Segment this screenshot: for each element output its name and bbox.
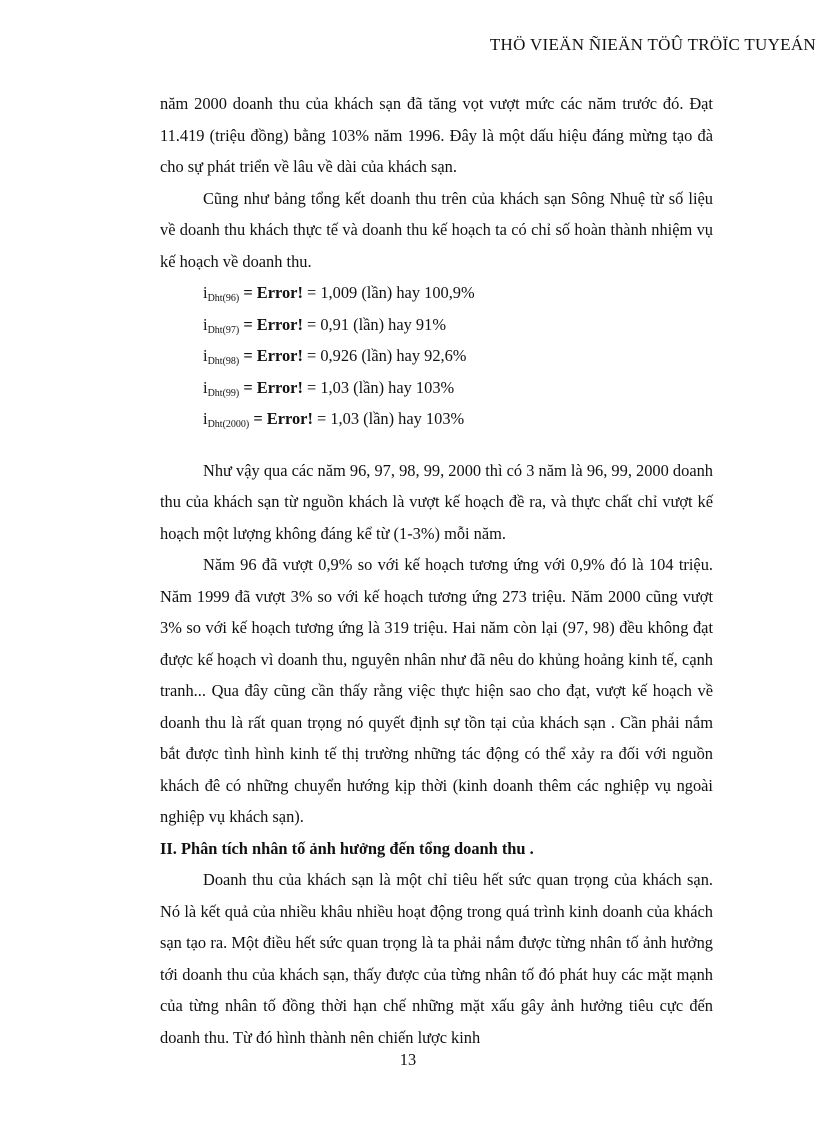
formula-subscript: Dht(96) — [207, 293, 240, 304]
formula-symbol: i — [203, 377, 208, 397]
formula-subscript: Dht(98) — [207, 356, 240, 367]
formula-separator: = — [239, 283, 257, 302]
formula-dht-98 — [160, 340, 713, 372]
formula-separator: = — [239, 314, 257, 334]
page-body — [160, 88, 713, 1053]
formula-error: Error! — [256, 346, 303, 365]
formula-separator: = — [249, 409, 267, 428]
paragraph-revenue-growth: năm 2000 doanh thu của khách sạn đã tăng vọt vượt mức các năm trước đó. Đạt 11.419 (triệu đồng) bằng 103% năm 1996. Đây là một dấu hiệu đáng mừng tạo đà cho sự phát triển về lâu về dài của khách sạn. — [160, 94, 713, 176]
formula-error: Error! — [256, 377, 303, 397]
section-heading: II. Phân tích nhân tố ảnh hưởng đến tổng doanh thu . — [160, 838, 534, 858]
formula-result: = 1,03 (lần) hay 103% — [302, 377, 455, 397]
formula-error: Error! — [256, 283, 303, 302]
paragraph-summary-years: Như vậy qua các năm 96, 97, 98, 99, 2000 thì có 3 năm là 96, 99, 2000 doanh thu của khách sạn từ nguồn khách là vượt kế hoạch đề ra, và thực chất chỉ vượt kế hoạch một lượng không đáng kể từ (1-3%) mỗi năm. — [160, 460, 713, 543]
formula-symbol: i — [203, 283, 208, 302]
formula-dht-96 — [160, 277, 713, 309]
formula-subscript: Dht(99) — [207, 387, 240, 399]
paragraph-year-analysis: Năm 96 đã vượt 0,9% so với kế hoạch tương ứng với 0,9% đó là 104 triệu. Năm 1999 đã vượt 3% so với kế hoạch tương ứng 273 triệu. Năm 2000 cũng vượt 3% so với kế hoạch tương ứng là 319 triệu. Hai năm còn lại (97, 98) đều không đạt được kế hoạch vì doanh thu, nguyên nhân như đã nêu do khủng hoảng kinh tế, cạnh tranh... Qua đây cũng cần thấy rằng việc thực hiện sao cho đạt, vượt kế hoạch về doanh thu là rất quan trọng nó quyết định sự tồn tại của khách sạn . Cần phải nắm bắt được tình hình kinh tế thị trường những tác động có thể xảy ra đối với nguồn khách đê có những chuyển hướng kịp thời (kinh doanh thêm các nghiệp vụ ngoài nghiệp vụ khách sạn). — [160, 555, 713, 826]
paragraph-factor-intro: Doanh thu của khách sạn là một chỉ tiêu hết sức quan trọng của khách sạn. Nó là kết quả của nhiều khâu nhiều hoạt động trong quá trình kinh doanh của khách sạn tạo ra. Một điều hết sức quan trọng là ta phải nắm được từng nhân tố ảnh hưởng tới doanh thu của khách sạn, thấy được của từng nhân tố đó phát huy các mặt mạnh của từng nhân tố đồng thời hạn chế những mặt xấu gây ảnh hưởng tiêu cực đến doanh thu. Từ đó hình thành nên chiến lược kinh — [160, 870, 713, 1047]
formula-symbol: i — [203, 314, 208, 334]
formula-dht-97 — [160, 309, 713, 341]
vertical-spacer — [160, 435, 713, 455]
formula-dht-99 — [160, 372, 713, 404]
page-number: 13 — [399, 1050, 417, 1069]
formula-separator: = — [239, 346, 257, 365]
formula-result: = 1,009 (lần) hay 100,9% — [302, 283, 475, 302]
formula-separator: = — [239, 377, 257, 397]
formula-symbol: i — [203, 409, 208, 428]
formula-subscript: Dht(97) — [207, 324, 240, 336]
formula-result: = 1,03 (lần) hay 103% — [312, 409, 465, 428]
formula-subscript: Dht(2000) — [207, 419, 250, 430]
formula-error: Error! — [256, 314, 303, 334]
running-header: THÖ VIEÄN ÑIEÄN TÖÛ TRÖÏC TUYEÁN — [489, 35, 816, 54]
formula-symbol: i — [203, 346, 208, 365]
formula-error: Error! — [266, 409, 313, 428]
formula-dht-2000 — [160, 403, 713, 435]
formula-result: = 0,926 (lần) hay 92,6% — [302, 346, 467, 365]
formula-result: = 0,91 (lần) hay 91% — [302, 314, 446, 334]
paragraph-plan-index-intro: Cũng như bảng tổng kết doanh thu trên của khách sạn Sông Nhuệ từ số liệu về doanh thu khách thực tế và doanh thu kế hoạch ta có chỉ số hoàn thành nhiệm vụ kế hoạch về doanh thu. — [160, 188, 713, 271]
